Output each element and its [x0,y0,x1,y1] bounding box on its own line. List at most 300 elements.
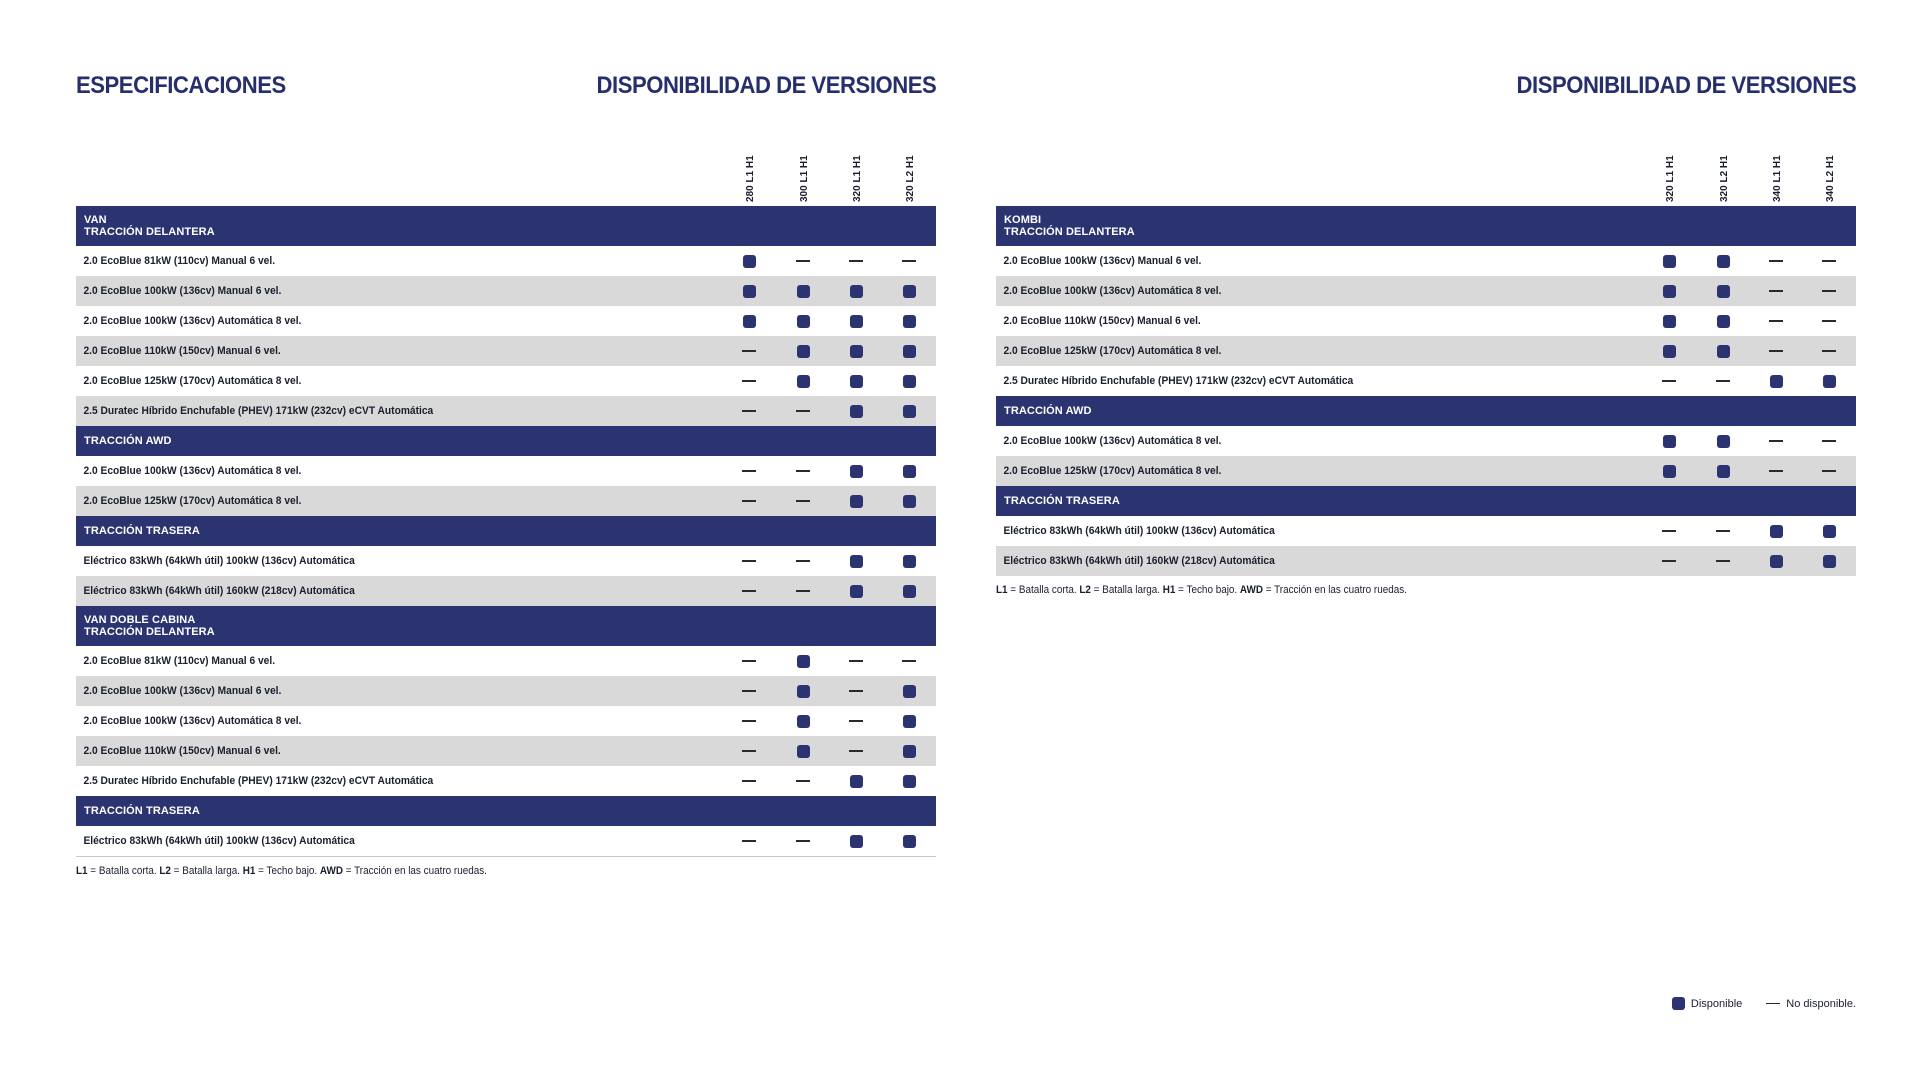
availability-cell [1713,306,1733,336]
availability-table-right [996,206,1856,576]
available-square-icon [743,285,756,298]
availability-cell [899,486,919,516]
availability-cell [846,706,866,736]
availability-cell [846,366,866,396]
available-square-icon [797,345,810,358]
availability-cell [846,736,866,766]
column-header-label: 340 L1 H1 [1772,155,1783,202]
availability-cell [846,396,866,426]
availability-cell [793,546,813,576]
availability-cell [899,246,919,276]
unavailable-dash-icon [742,690,756,692]
engine-label: 2.0 EcoBlue 125kW (170cv) Automática 8 vel. [83,375,302,387]
unavailable-dash-icon [1769,470,1783,472]
unavailable-dash-icon [1716,530,1730,532]
availability-cell [899,366,919,396]
section-header [76,426,936,456]
table-row [76,736,936,766]
section-header [76,516,936,546]
available-square-icon [850,775,863,788]
footnote-text: = Batalla corta. [1007,584,1080,596]
table-row [76,706,936,736]
unavailable-dash-icon [1769,260,1783,262]
table-row [76,646,936,676]
section-header [76,796,936,826]
availability-cell [793,306,813,336]
availability-cell [1766,246,1786,276]
availability-cell [1766,516,1786,546]
footnote-text: = Techo bajo. [255,865,320,877]
availability-cell [846,826,866,856]
available-square-icon [850,585,863,598]
column-header-label: 340 L2 H1 [1825,155,1836,202]
section-title: TRACCIÓN DELANTERA [84,226,215,238]
availability-cell [899,276,919,306]
available-square-icon [903,585,916,598]
availability-cell [1766,306,1786,336]
available-square-icon [1717,255,1730,268]
available-square-icon [1663,255,1676,268]
availability-cell [899,546,919,576]
section-title: TRACCIÓN DELANTERA [1004,226,1135,238]
available-square-icon [850,345,863,358]
availability-cell [793,706,813,736]
availability-cell [1766,366,1786,396]
availability-cell [1713,546,1733,576]
footnote-key: AWD [1239,584,1264,596]
section-title: TRACCIÓN TRASERA [84,805,200,817]
unavailable-dash-icon [1822,350,1836,352]
footnote-key: L1 [76,865,88,877]
engine-label: 2.0 EcoBlue 100kW (136cv) Automática 8 vel. [83,315,302,327]
unavailable-dash-icon [1822,260,1836,262]
availability-cell [899,676,919,706]
footnote-key: H1 [242,865,256,877]
unavailable-dash-icon [742,750,756,752]
engine-label: 2.0 EcoBlue 110kW (150cv) Manual 6 vel. [83,345,281,357]
availability-cell [1713,276,1733,306]
unavailable-dash-icon [796,470,810,472]
available-square-icon [1663,345,1676,358]
availability-cell [846,676,866,706]
column-header [742,146,756,202]
engine-label: 2.0 EcoBlue 100kW (136cv) Automática 8 vel. [1003,285,1222,297]
availability-cell [1766,546,1786,576]
unavailable-dash-icon [1769,440,1783,442]
availability-cell [739,486,759,516]
availability-cell [1713,246,1733,276]
column-header [1822,146,1836,202]
availability-cell [739,736,759,766]
unavailable-dash-icon [742,560,756,562]
availability-cell [793,646,813,676]
unavailable-dash-icon [742,660,756,662]
section-title: TRACCIÓN DELANTERA [84,626,215,638]
engine-label: Eléctrico 83kWh (64kWh útil) 100kW (136cv) Automática [83,555,355,567]
availability-cell [899,826,919,856]
availability-cell [1713,426,1733,456]
right-panel [996,0,1856,596]
column-header [796,146,810,202]
section-title: TRACCIÓN TRASERA [84,525,200,537]
unavailable-dash-icon [1716,380,1730,382]
available-square-icon [1823,555,1836,568]
available-square-icon [1717,465,1730,478]
available-square-icon [1663,285,1676,298]
engine-label: Eléctrico 83kWh (64kWh útil) 100kW (136cv) Automática [83,835,355,847]
unavailable-dash-icon [796,780,810,782]
unavailable-dash-icon [796,840,810,842]
column-headers-left [76,110,936,206]
availability-cell [899,736,919,766]
availability-cell [1819,426,1839,456]
unavailable-dash-icon [902,660,916,662]
availability-cell [1713,516,1733,546]
available-square-icon [1717,315,1730,328]
table-row [76,576,936,606]
availability-cell [846,456,866,486]
engine-label: 2.0 EcoBlue 110kW (150cv) Manual 6 vel. [83,745,281,757]
available-square-icon [903,745,916,758]
footnote-text: = Techo bajo. [1175,584,1240,596]
table-row [996,336,1856,366]
section-title: VAN DOBLE CABINA [84,614,196,626]
unavailable-dash-icon [796,560,810,562]
availability-cell [793,576,813,606]
column-headers-right [996,110,1856,206]
table-row [996,546,1856,576]
available-square-icon [1717,285,1730,298]
available-square-icon [903,285,916,298]
footnote-key: H1 [1162,584,1176,596]
available-square-icon [903,835,916,848]
engine-label: 2.0 EcoBlue 100kW (136cv) Manual 6 vel. [1003,255,1202,267]
available-square-icon [797,285,810,298]
engine-label: 2.0 EcoBlue 125kW (170cv) Automática 8 vel. [83,495,302,507]
availability-cell [899,766,919,796]
footnote-key: L2 [159,865,171,877]
available-square-icon [850,555,863,568]
availability-cell [846,486,866,516]
availability-cell [793,826,813,856]
available-square-icon [1663,435,1676,448]
engine-label: 2.0 EcoBlue 100kW (136cv) Automática 8 vel. [1003,435,1222,447]
engine-label: 2.0 EcoBlue 81kW (110cv) Manual 6 vel. [83,255,276,267]
availability-cell [793,276,813,306]
availability-cell [793,336,813,366]
availability-cell [739,276,759,306]
availability-cell [1659,546,1679,576]
availability-cell [793,456,813,486]
available-square-icon [850,465,863,478]
section-header [996,206,1856,246]
availability-cell [846,276,866,306]
column-header-label: 280 L1 H1 [745,155,756,202]
availability-cell [1819,366,1839,396]
availability-cell [739,706,759,736]
available-square-icon [850,315,863,328]
availability-cell [846,336,866,366]
availability-cell [899,336,919,366]
unavailable-dash-icon [1716,560,1730,562]
availability-cell [846,646,866,676]
available-square-icon [797,375,810,388]
section-title: VAN [84,214,107,226]
right-titles [996,0,1856,110]
availability-cell [739,396,759,426]
unavailable-dash-icon [849,720,863,722]
availability-title-right: DISPONIBILIDAD DE VERSIONES [1516,72,1856,99]
engine-label: 2.0 EcoBlue 100kW (136cv) Automática 8 vel. [83,465,302,477]
unavailable-dash-icon [1822,440,1836,442]
availability-cell [1713,366,1733,396]
availability-cell [739,546,759,576]
available-square-icon [797,685,810,698]
availability-cell [793,246,813,276]
left-titles [76,0,936,110]
footnote-text: = Batalla larga. [1090,584,1163,596]
available-square-icon [1823,375,1836,388]
unavailable-dash-icon [849,750,863,752]
unavailable-dash-icon [796,500,810,502]
availability-cell [899,396,919,426]
table-row [996,456,1856,486]
available-square-icon [797,715,810,728]
unavailable-dash-icon [849,660,863,662]
availability-cell [1819,546,1839,576]
legend-available: Disponible [1690,997,1743,1010]
legend-unavailable: No disponible. [1786,997,1856,1010]
unavailable-dash-icon [742,350,756,352]
engine-label: Eléctrico 83kWh (64kWh útil) 160kW (218cv) Automática [1003,555,1275,567]
availability-table-left [76,206,936,856]
unavailable-dash-icon [1769,320,1783,322]
available-square-icon [1770,525,1783,538]
section-header [996,396,1856,426]
section-title: KOMBI [1004,214,1042,226]
availability-cell [846,306,866,336]
available-square-icon [1770,375,1783,388]
available-square-icon [903,465,916,478]
availability-cell [846,576,866,606]
availability-cell [1819,456,1839,486]
table-bottom-rule [76,856,936,857]
table-row [996,276,1856,306]
availability-cell [793,486,813,516]
availability-cell [899,306,919,336]
legend [1672,997,1856,1010]
availability-cell [1819,306,1839,336]
column-header-label: 320 L1 H1 [852,155,863,202]
available-square-icon [850,285,863,298]
availability-cell [1659,246,1679,276]
availability-cell [1766,426,1786,456]
table-row [76,486,936,516]
table-row [996,516,1856,546]
availability-cell [793,396,813,426]
table-row [76,396,936,426]
engine-label: 2.0 EcoBlue 81kW (110cv) Manual 6 vel. [83,655,276,667]
availability-cell [1659,336,1679,366]
table-row [996,366,1856,396]
unavailable-dash-icon [742,410,756,412]
availability-cell [846,246,866,276]
availability-cell [846,766,866,796]
engine-label: 2.0 EcoBlue 125kW (170cv) Automática 8 vel. [1003,465,1222,477]
available-square-icon [903,685,916,698]
unavailable-dash-icon [1822,290,1836,292]
unavailable-dash-icon [1662,530,1676,532]
section-title: TRACCIÓN TRASERA [1004,495,1120,507]
availability-cell [739,456,759,486]
availability-title-left: DISPONIBILIDAD DE VERSIONES [596,72,936,99]
unavailable-dash-icon [796,590,810,592]
footnote-text: = Tracción en las cuatro ruedas. [1263,584,1407,596]
unavailable-dash-icon [796,260,810,262]
unavailable-dash-icon [1766,1003,1780,1005]
unavailable-dash-icon [742,720,756,722]
available-square-icon [903,775,916,788]
table-row [76,676,936,706]
table-row [76,366,936,396]
unavailable-dash-icon [902,260,916,262]
section-title: TRACCIÓN AWD [84,435,172,447]
column-header [849,146,863,202]
availability-cell [1659,276,1679,306]
section-header [76,206,936,246]
table-row [76,766,936,796]
available-square-icon [743,315,756,328]
unavailable-dash-icon [742,840,756,842]
availability-cell [1766,456,1786,486]
availability-cell [1713,336,1733,366]
section-header [996,486,1856,516]
section-title: TRACCIÓN AWD [1004,405,1092,417]
engine-label: Eléctrico 83kWh (64kWh útil) 160kW (218cv) Automática [83,585,355,597]
availability-cell [739,676,759,706]
table-row [76,306,936,336]
available-square-icon [850,375,863,388]
footnote-key: L2 [1079,584,1091,596]
availability-cell [793,736,813,766]
availability-cell [899,706,919,736]
column-header-label: 320 L2 H1 [1719,155,1730,202]
footnote-left [76,865,850,877]
availability-cell [846,546,866,576]
table-row [996,306,1856,336]
availability-cell [1766,276,1786,306]
availability-cell [1819,516,1839,546]
availability-cell [1659,306,1679,336]
engine-label: 2.5 Duratec Híbrido Enchufable (PHEV) 171kW (232cv) eCVT Automática [1003,375,1354,387]
table-row [76,336,936,366]
column-header [1662,146,1676,202]
footnote-key: L1 [996,584,1008,596]
available-square-icon [903,345,916,358]
engine-label: 2.5 Duratec Híbrido Enchufable (PHEV) 171kW (232cv) eCVT Automática [83,775,434,787]
availability-cell [1819,276,1839,306]
available-square-icon [743,255,756,268]
section-header [76,606,936,646]
unavailable-dash-icon [742,380,756,382]
availability-cell [739,336,759,366]
left-panel [76,0,936,877]
availability-cell [739,366,759,396]
unavailable-dash-icon [1822,470,1836,472]
available-square-icon [1823,525,1836,538]
available-square-icon [1663,465,1676,478]
available-square-icon [850,835,863,848]
engine-label: 2.0 EcoBlue 100kW (136cv) Manual 6 vel. [83,285,282,297]
table-row [76,546,936,576]
available-square-icon [797,315,810,328]
availability-cell [899,646,919,676]
availability-cell [739,246,759,276]
unavailable-dash-icon [1822,320,1836,322]
column-header [1769,146,1783,202]
availability-cell [1713,456,1733,486]
availability-cell [899,576,919,606]
table-row [996,246,1856,276]
available-square-icon [797,655,810,668]
footnote-key: AWD [319,865,344,877]
availability-cell [739,646,759,676]
availability-cell [1819,246,1839,276]
available-square-icon [903,405,916,418]
available-square-icon [903,555,916,568]
column-header [902,146,916,202]
availability-cell [793,366,813,396]
column-header [1716,146,1730,202]
availability-cell [899,456,919,486]
unavailable-dash-icon [742,780,756,782]
unavailable-dash-icon [1662,560,1676,562]
table-row [996,426,1856,456]
availability-cell [739,576,759,606]
footnote-text: = Batalla corta. [87,865,160,877]
available-square-icon [903,715,916,728]
available-square-icon [903,375,916,388]
column-header-label: 320 L1 H1 [1665,155,1676,202]
available-square-icon [903,315,916,328]
availability-cell [793,676,813,706]
unavailable-dash-icon [742,470,756,472]
table-row [76,246,936,276]
footnote-text: = Tracción en las cuatro ruedas. [343,865,487,877]
unavailable-dash-icon [742,500,756,502]
availability-cell [1659,456,1679,486]
engine-label: 2.0 EcoBlue 100kW (136cv) Automática 8 vel. [83,715,302,727]
availability-cell [739,826,759,856]
availability-cell [1819,336,1839,366]
available-square-icon [1717,345,1730,358]
available-square-icon [1717,435,1730,448]
specs-title: ESPECIFICACIONES [76,72,286,99]
availability-cell [739,306,759,336]
engine-label: 2.0 EcoBlue 125kW (170cv) Automática 8 vel. [1003,345,1222,357]
available-square-icon [1663,315,1676,328]
engine-label: 2.0 EcoBlue 100kW (136cv) Manual 6 vel. [83,685,282,697]
availability-cell [1659,516,1679,546]
availability-cell [1659,366,1679,396]
available-square-icon [850,405,863,418]
unavailable-dash-icon [796,410,810,412]
available-square-icon [1672,997,1685,1010]
engine-label: 2.0 EcoBlue 110kW (150cv) Manual 6 vel. [1003,315,1201,327]
unavailable-dash-icon [849,690,863,692]
available-square-icon [1770,555,1783,568]
column-header-label: 320 L2 H1 [905,155,916,202]
